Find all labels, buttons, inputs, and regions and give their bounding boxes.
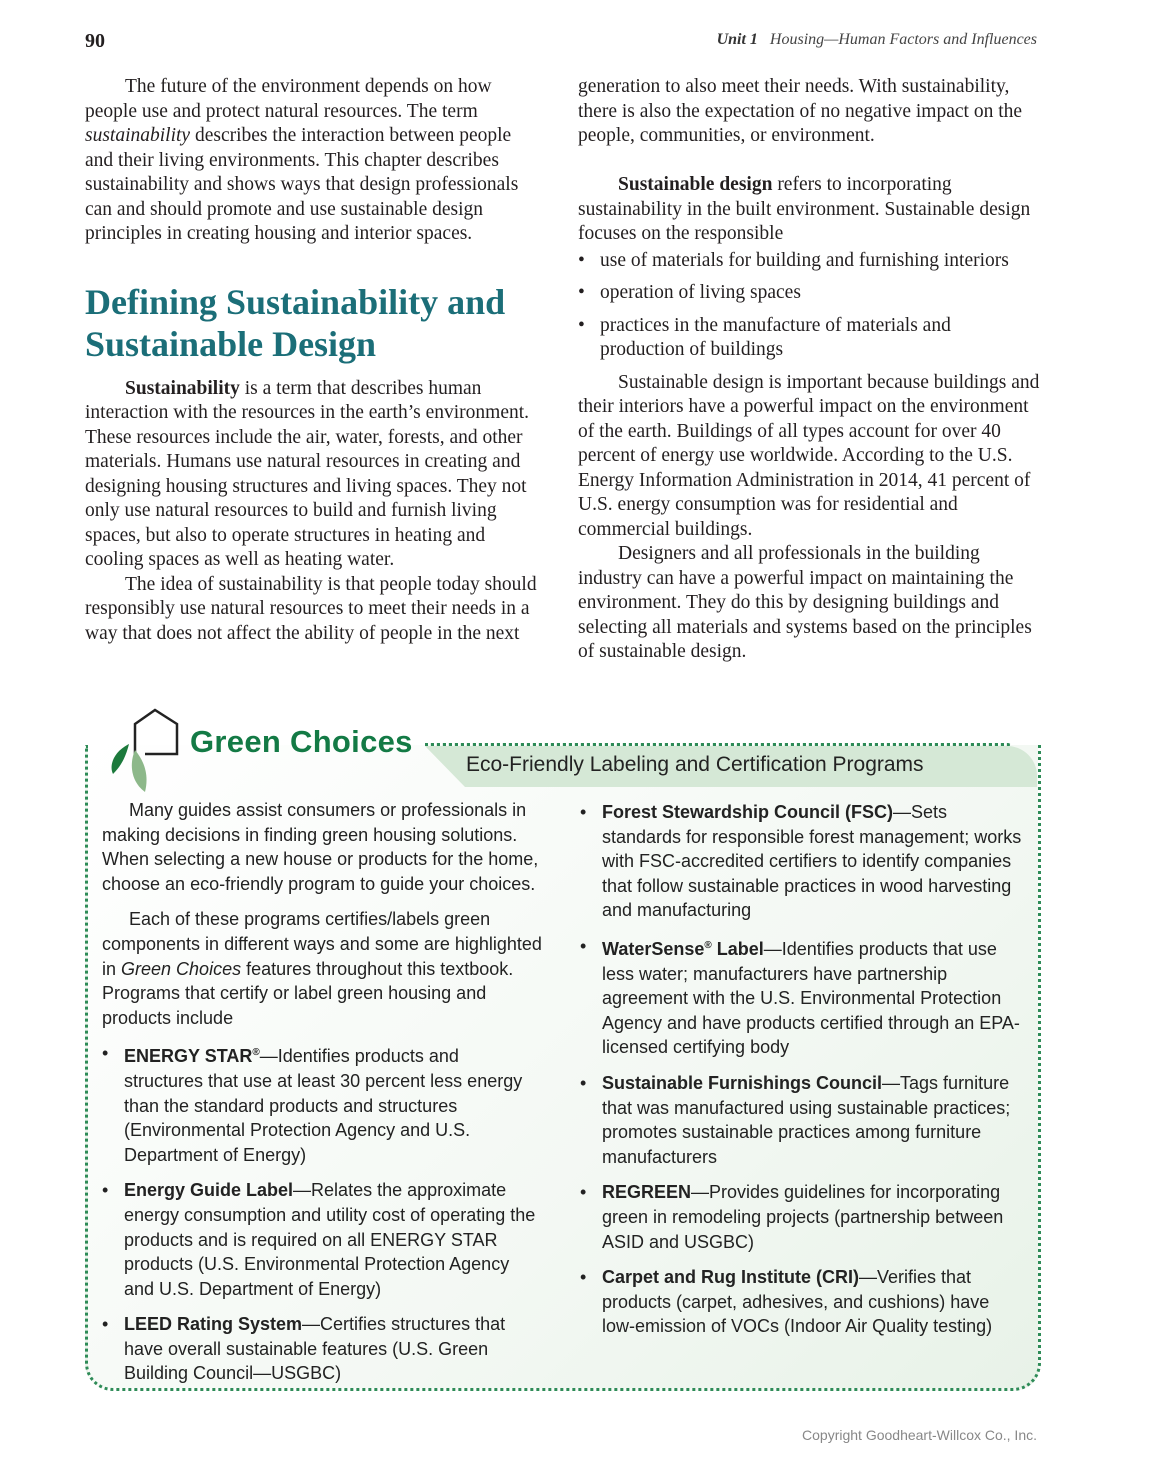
paragraph-idea-continued — [578, 75, 1040, 173]
unit-label: Unit 1 — [716, 31, 758, 48]
paragraph-designers: Designers and all professionals in the building industry can have a powerful impact on maintaining the environment. They do this by designing buildings and selecting all materials and systems based on the principles of sustainable design. — [578, 543, 1032, 662]
program-item — [602, 1265, 1025, 1339]
program-item — [602, 1180, 1025, 1254]
text: is a term that describes human interaction with the resources in the earth’s environment. These resources include the air, water, forests, and other materials. Humans use natural resources in creating and designing housing structures and living spaces. They not only use natural resources to build and furnish living spaces, but also to operate structures in heating and cooling spaces as well as heating water. — [85, 377, 530, 570]
paragraph-sustainable-design — [578, 173, 1040, 247]
program-description: —Provides guidelines for incorporating green in remodeling projects (partnership between ASID and USGBC) — [602, 1182, 1004, 1252]
feature-name: Green Choices — [121, 958, 242, 979]
paragraph-idea: The idea of sustainability is that people today should responsibly use natural resources to meet their needs in a way that does not affect the ability of people in the next — [85, 573, 537, 644]
program-description: —Tags furniture that was manufactured using sustainable practices; promotes sustainable practices among furniture manufacturers — [602, 1072, 1011, 1167]
list-item: • use of materials for building and furnishing interiors — [600, 249, 1040, 274]
term: Sustainable design — [618, 174, 773, 195]
green-choices-house-leaf-icon — [105, 708, 185, 798]
program-name: Carpet and Rug Institute (CRI) — [602, 1267, 859, 1288]
text: generation to also meet their needs. With sustainability, there is also the expectation of no negative impact on the people, communities, or environment. — [578, 76, 1023, 146]
program-item — [602, 1071, 1025, 1169]
program-description: —Verifies that products (carpet, adhesives, and cushions) have low-emission of VOCs (Indoor Air Quality testing) — [602, 1267, 993, 1337]
program-name: LEED Rating System — [124, 1314, 303, 1335]
text: describes the interaction between people and their living environments. This chapter describes sustainability and shows ways that design professionals can and should promote and use sustainable design principles in creating housing and interior spaces. — [85, 125, 519, 244]
program-name: Forest Stewardship Council (FSC) — [602, 802, 894, 822]
program-name: Sustainable Furnishings Council — [602, 1072, 883, 1093]
text: refers to incorporating sustainability in the built environment. Sustainable design focuses on the responsible — [578, 174, 1031, 244]
program-list — [102, 1041, 542, 1386]
program-item — [602, 800, 1025, 923]
program-item — [124, 1041, 542, 1167]
program-description: —Identifies products and structures that use at least 30 percent less energy than the standard products and structures (Environmental Protection Agency and U.S. Department of Energy) — [124, 1046, 523, 1165]
bullet-list — [578, 249, 1040, 363]
program-description: —Identifies products that use less water; manufacturers have partnership agreement with the U.S. Environmental Protection Agency and have products certified through an EPA-licensed certifying body — [602, 938, 1020, 1058]
text: Each of these programs certifies/labels green components in different ways and some are highlighted in — [102, 909, 542, 979]
program-description: —Sets standards for responsible forest management; works with FSC-accredited certifiers to identify companies that follow sustainable practices in wood harvesting and manufacturing — [602, 802, 1022, 921]
program-list — [580, 800, 1025, 1339]
box-paragraph — [102, 907, 542, 1030]
copyright: Copyright Goodheart-Willcox Co., Inc. — [802, 1427, 1037, 1443]
left-column — [85, 75, 540, 647]
box-paragraph: Many guides assist consumers or professionals in making decisions in finding green housing solutions. When selecting a new house or products for the home, choose an eco-friendly program to guide your choices. — [102, 800, 539, 894]
program-description: —Relates the approximate energy consumption and utility cost of operating the products and is required on all ENERGY STAR products (U.S. Environmental Protection Agency and U.S. Department of Energy) — [124, 1180, 536, 1299]
program-item — [602, 934, 1025, 1060]
program-description: —Certifies structures that have overall sustainable features (U.S. Green Building Council—USGBC) — [124, 1314, 506, 1384]
right-column — [578, 75, 1040, 665]
program-item — [124, 1178, 542, 1301]
term: Sustainability — [125, 377, 240, 399]
intro-paragraph — [85, 75, 540, 247]
registered-mark: ® — [252, 1047, 260, 1059]
list-item: • operation of living spaces — [600, 281, 1040, 306]
term: sustainability — [85, 125, 191, 146]
registered-mark: ® — [704, 939, 712, 951]
running-header — [717, 31, 1037, 49]
box-subtitle: Eco-Friendly Labeling and Certification Programs — [466, 753, 924, 776]
box-right-column — [580, 798, 1025, 1350]
text: features throughout this textbook. Programs that certify or label green housing and products include — [102, 958, 514, 1028]
program-item — [124, 1312, 542, 1386]
section-heading: Defining Sustainability and Sustainable Design — [85, 281, 506, 364]
paragraph-sustainability — [85, 377, 540, 573]
unit-title: Housing—Human Factors and Influences — [769, 31, 1037, 48]
paragraph-importance: Sustainable design is important because buildings and their interiors have a powerful impact on the environment of the earth. Buildings of all types account for over 40 percent of energy use worldwide. According to the U.S. Energy Information Administration in 2014, 41 percent of U.S. energy consumption was for residential and commercial buildings. — [578, 371, 1040, 540]
program-name: Label — [711, 938, 764, 959]
list-item: • practices in the manufacture of materials and production of buildings — [600, 314, 1040, 363]
program-name: REGREEN — [602, 1182, 692, 1203]
program-name: ENERGY STAR — [124, 1046, 253, 1067]
page-number: 90 — [85, 30, 105, 52]
program-name: WaterSense — [602, 938, 705, 959]
program-name: Energy Guide Label — [124, 1180, 294, 1201]
green-choices-title: Green Choices — [190, 724, 413, 759]
box-left-column — [102, 798, 542, 1397]
box-top-border — [425, 743, 1011, 746]
text: The future of the environment depends on how people use and protect natural resources. The term — [85, 76, 492, 122]
